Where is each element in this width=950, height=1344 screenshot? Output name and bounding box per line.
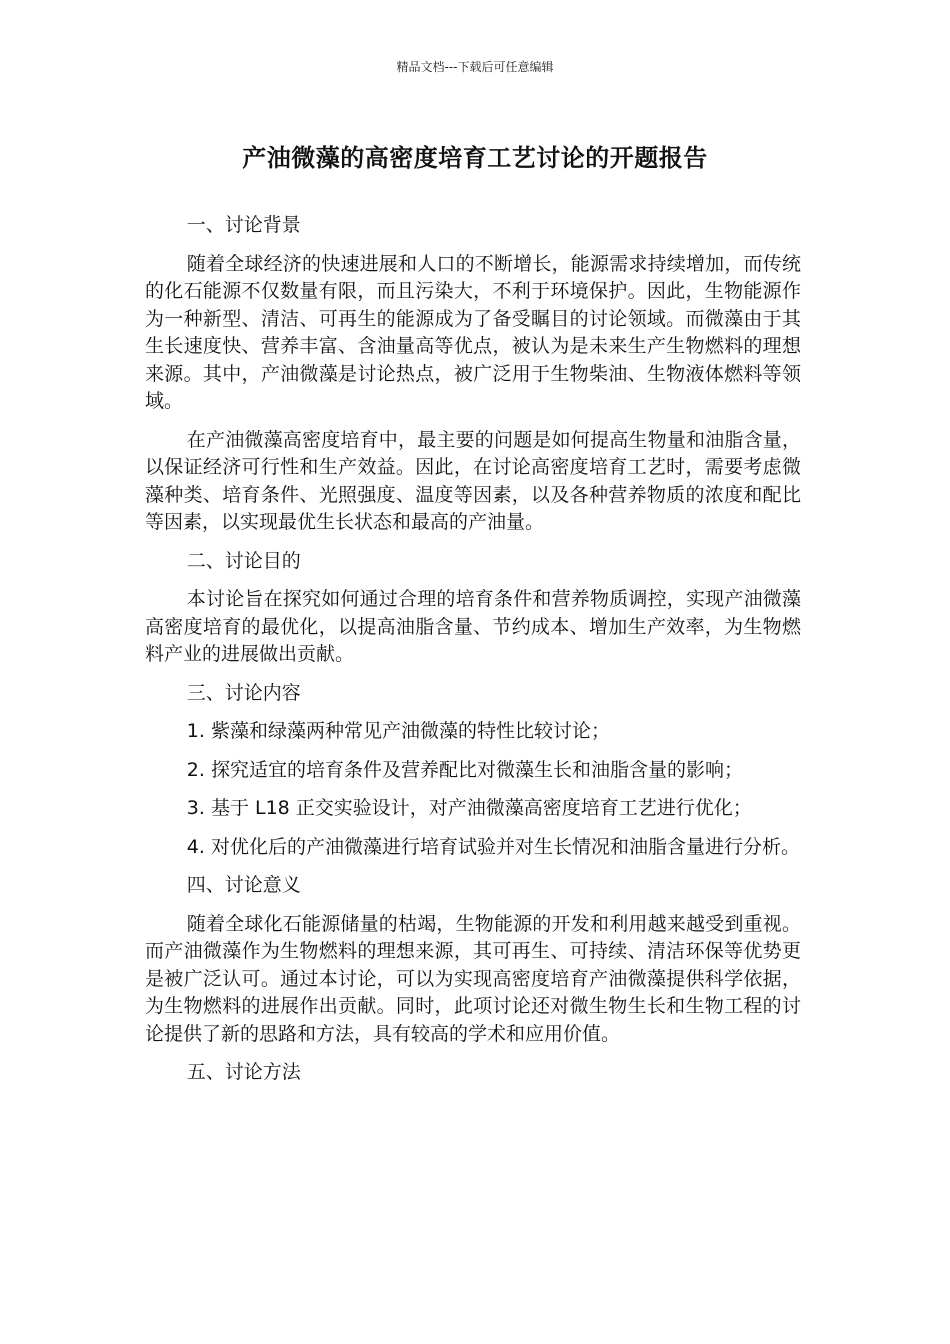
document-body <box>145 212 801 1098</box>
section-heading-background: 一、讨论背景 <box>186 214 301 236</box>
paragraph-significance: 随着全球化石能源储量的枯竭，生物能源的开发和利用越来越受到重视。而产油微藻作为生物燃料的理想来源，其可再生、可持续、清洁环保等优势更是被广泛认可。通过本讨论，可以为实现高密度培育产油微藻提供科学依据，为生物燃料的进展作出贡献。同时，此项讨论还对微生物生长和生物工程的讨论提供了新的思路和方法，具有较高的学术和应用价值。 <box>145 912 801 1045</box>
section-heading-purpose: 二、讨论目的 <box>186 549 301 572</box>
content-list-item-2: 2. 探究适宜的培育条件及营养配比对微藻生长和油脂含量的影响； <box>186 758 743 781</box>
section-heading-content: 三、讨论内容 <box>186 681 301 704</box>
paragraph-background-2: 在产油微藻高密度培育中，最主要的问题是如何提高生物量和油脂含量，以保证经济可行性和生产效益。因此，在讨论高密度培育工艺时，需要考虑微藻种类、培育条件、光照强度、温度等因素，以及各种营养物质的浓度和配比等因素，以实现最优生长状态和最高的产油量。 <box>145 428 801 533</box>
paragraph-purpose: 本讨论旨在探究如何通过合理的培育条件和营养物质调控，实现产油微藻高密度培育的最优化，以提高油脂含量、节约成本、增加生产效率，为生物燃料产业的进展做出贡献。 <box>145 588 801 665</box>
content-list-item-4: 4. 对优化后的产油微藻进行培育试验并对生长情况和油脂含量进行分析。 <box>186 835 800 858</box>
content-list-item-1: 1. 紫藻和绿藻两种常见产油微藻的特性比较讨论； <box>186 720 610 742</box>
content-list-item-3: 3. 基于 L18 正交实验设计，对产油微藻高密度培育工艺进行优化； <box>186 797 752 819</box>
header-note: 精品文档---下载后可任意编辑 <box>396 60 554 74</box>
section-heading-method: 五、讨论方法 <box>186 1061 301 1083</box>
section-heading-significance: 四、讨论意义 <box>186 874 301 896</box>
document-title: 产油微藻的高密度培育工艺讨论的开题报告 <box>242 144 708 172</box>
paragraph-background-1: 随着全球经济的快速进展和人口的不断增长，能源需求持续增加，而传统的化石能源不仅数量有限，而且污染大，不利于环境保护。因此，生物能源作为一种新型、清洁、可再生的能源成为了备受瞩目的讨论领域。而微藻由于其生长速度快、营养丰富、含油量高等优点，被认为是未来生产生物燃料的理想来源。其中，产油微藻是讨论热点，被广泛用于生物柴油、生物液体燃料等领域。 <box>145 252 801 412</box>
